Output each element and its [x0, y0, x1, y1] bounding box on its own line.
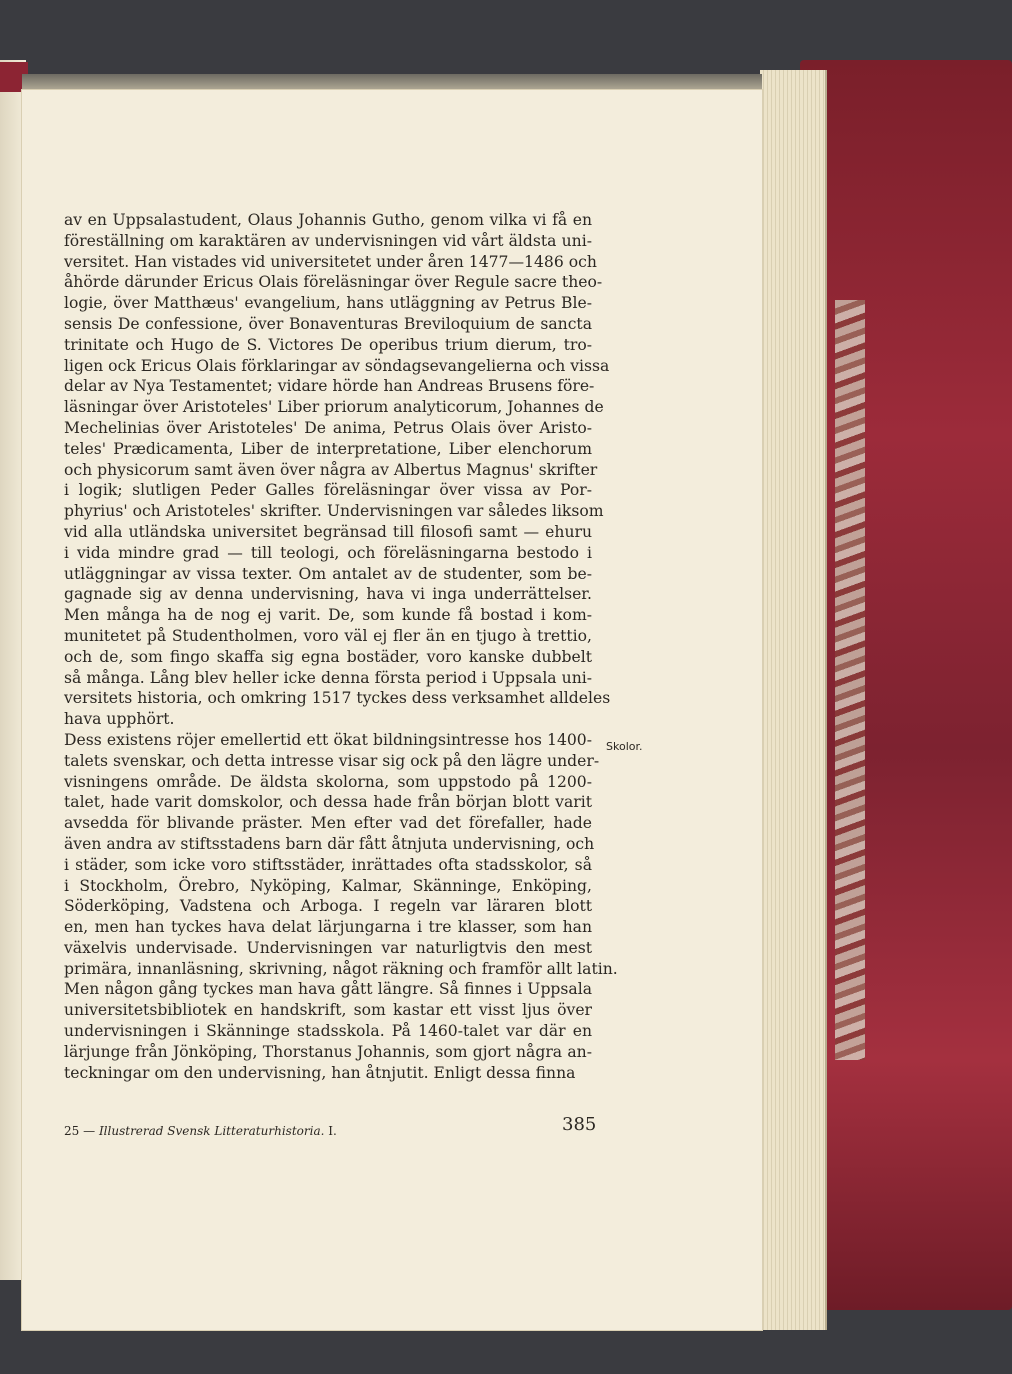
text-line: i vida mindre grad — till teologi, och föreläsningarna bestodo i	[64, 543, 592, 562]
text-line: phyrius' och Aristoteles' skrifter. Undervisningen var således liksom	[64, 502, 604, 521]
text-line: primära, innanläsning, skrivning, något räkning och framför allt latin.	[64, 959, 618, 978]
text-line: trinitate och Hugo de S. Victores De operibus trium dierum, tro-	[64, 335, 592, 354]
text-line: av en Uppsalastudent, Olaus Johannis Gutho, genom vilka vi få en	[64, 211, 592, 229]
text-line: Men många ha de nog ej varit. De, som kunde få bostad i kom-	[64, 606, 592, 625]
page-footer	[64, 1124, 337, 1138]
text-line: talet, hade varit domskolor, och dessa hade från början blott varit	[64, 793, 592, 812]
text-line: Söderköping, Vadstena och Arboga. I regeln var läraren blott	[64, 897, 592, 916]
text-line: versitet. Han vistades vid universitetet under åren 1477—1486 och	[64, 252, 597, 271]
text-line: versitets historia, och omkring 1517 tyckes dess verksamhet alldeles	[64, 689, 611, 708]
footer-sheet-number: 25	[64, 1124, 80, 1138]
text-line: hava upphört.	[64, 710, 175, 729]
text-line: även andra av stiftsstadens barn där fått åtnjuta undervisning, och	[64, 834, 595, 853]
text-line: så många. Lång blev heller icke denna första period i Uppsala uni-	[64, 668, 592, 687]
body-text	[64, 210, 618, 1083]
margin-note: Skolor.	[606, 740, 643, 753]
text-line: delar av Nya Testamentet; vidare hörde han Andreas Brusens före-	[64, 377, 595, 396]
text-line: åhörde därunder Ericus Olais föreläsningar över Regule sacre theo-	[64, 273, 603, 292]
footer-title: Illustrerad Svensk Litteraturhistoria.	[98, 1124, 325, 1138]
text-line: lärjunge från Jönköping, Thorstanus Johannis, som gjort några an-	[64, 1042, 592, 1061]
text-line: läsningar över Aristoteles' Liber priorum analyticorum, Johannes de	[64, 398, 604, 417]
book-cover	[800, 60, 1012, 1310]
text-line: i Stockholm, Örebro, Nyköping, Kalmar, Skänninge, Enköping,	[64, 876, 592, 895]
text-line: ligen ock Ericus Olais förklaringar av söndagsevangelierna och vissa	[64, 356, 610, 375]
text-line: munitetet på Studentholmen, voro väl ej fler än en tjugo à trettio,	[64, 626, 592, 645]
text-line: och physicorum samt även över några av Albertus Magnus' skrifter	[64, 460, 598, 479]
text-line: Mechelinias över Aristoteles' De anima, Petrus Olais över Aristo-	[64, 418, 592, 437]
text-line: en, men han tyckes hava delat lärjungarna i tre klasser, som han	[64, 918, 592, 937]
text-line: Dess existens röjer emellertid ett ökat bildningsintresse hos 1400-	[64, 730, 592, 749]
text-line: utläggningar av vissa texter. Om antalet av de studenter, som be-	[64, 564, 592, 583]
footer-dash: —	[83, 1124, 96, 1138]
text-line: logie, över Matthæus' evangelium, hans utläggning av Petrus Ble-	[64, 294, 592, 313]
footer-volume: I.	[328, 1124, 337, 1138]
text-line: Men någon gång tyckes man hava gått längre. Så finnes i Uppsala	[64, 980, 592, 999]
text-line: växelvis undervisade. Undervisningen var naturligtvis den mest	[64, 938, 592, 957]
text-line: talets svenskar, och detta intresse visar sig ock på den lägre under-	[64, 751, 600, 770]
page-number: 385	[562, 1114, 597, 1135]
text-line: visningens område. De äldsta skolorna, som uppstodo på 1200-	[64, 772, 592, 791]
text-line: teckningar om den undervisning, han åtnjutit. Enligt dessa finna	[64, 1063, 576, 1082]
text-line: sensis De confessione, över Bonaventuras Breviloquium de sancta	[64, 314, 592, 333]
text-line: avsedda för blivande präster. Men efter vad det förefaller, hade	[64, 814, 592, 833]
text-line: gagnade sig av denna undervisning, hava vi inga underrättelser.	[64, 585, 592, 604]
page-edges	[760, 70, 827, 1330]
text-line: i städer, som icke voro stiftsstäder, inrättades ofta stadsskolor, så	[64, 855, 592, 874]
marbled-endpaper	[835, 300, 865, 1060]
text-line: i logik; slutligen Peder Galles föreläsningar över vissa av Por-	[64, 481, 592, 500]
text-line: vid alla utländska universitet begränsad till filosofi samt — ehuru	[64, 522, 592, 541]
text-line: teles' Prædicamenta, Liber de interpretatione, Liber elenchorum	[64, 439, 592, 458]
text-line: och de, som fingo skaffa sig egna bostäder, voro kanske dubbelt	[64, 647, 592, 666]
text-line: undervisningen i Skänninge stadsskola. På 1460-talet var där en	[64, 1022, 592, 1041]
text-line: universitetsbibliotek en handskrift, som kastar ett visst ljus över	[64, 1001, 592, 1020]
text-line: föreställning om karaktären av undervisningen vid vårt äldsta uni-	[64, 231, 592, 250]
